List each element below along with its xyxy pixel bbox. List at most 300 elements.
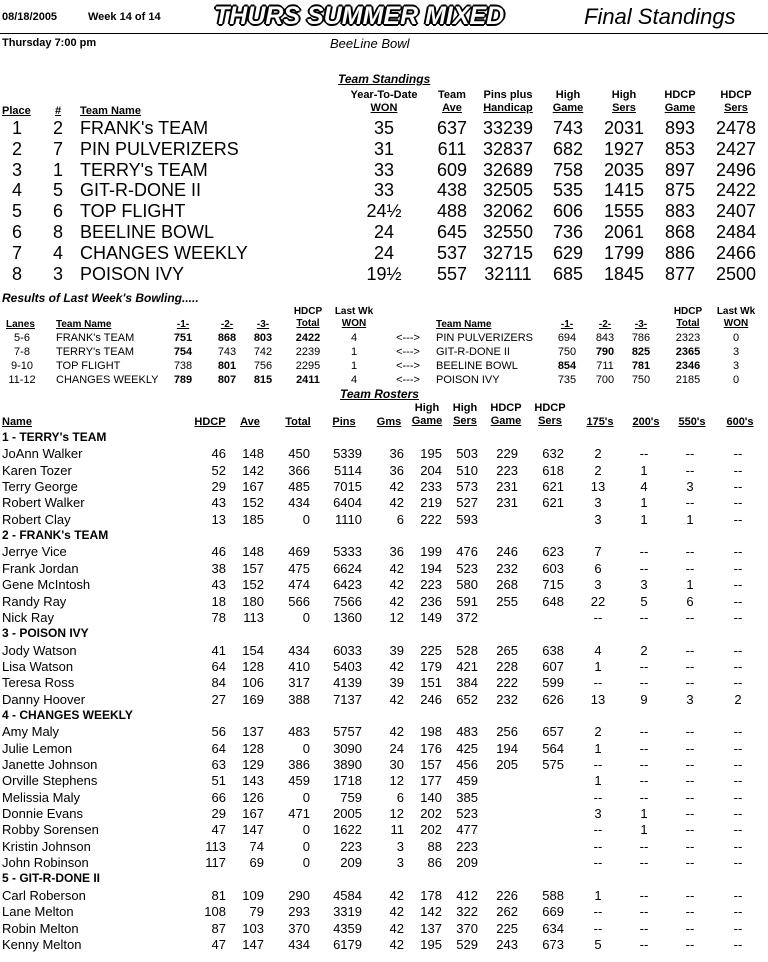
standings-header-label: Team: [438, 89, 466, 101]
standings-row: [0, 201, 768, 222]
roster-cell: 231: [496, 479, 518, 495]
roster-cell: 109: [242, 887, 264, 903]
roster-cell: 3: [396, 838, 404, 854]
rosters-header-label: Total: [285, 416, 311, 428]
standings-cell: 645: [436, 222, 468, 242]
roster-cell: 564: [542, 740, 564, 756]
roster-cell: 179: [420, 658, 442, 674]
roster-cell: Frank Jordan: [2, 560, 79, 576]
roster-cell: --: [685, 789, 695, 805]
standings-cell: 1927: [603, 138, 645, 159]
standings-header-label: HDCP: [720, 89, 752, 101]
rosters-header-3: [282, 416, 314, 429]
standings-cell: BEELINE BOWL: [80, 222, 215, 242]
rosters-header-8: [488, 402, 524, 428]
roster-cell: Lane Melton: [2, 904, 74, 920]
roster-cell: 6: [686, 593, 694, 609]
results-header-8: [554, 319, 580, 331]
standings-row: [0, 180, 768, 201]
roster-cell: --: [733, 773, 743, 789]
roster-cell: --: [593, 838, 603, 854]
roster-cell: 293: [288, 904, 310, 920]
roster-cell: 219: [420, 495, 442, 511]
roster-cell: 84: [211, 675, 226, 691]
roster-cell: Melissia Maly: [2, 789, 81, 805]
roster-cell: 6: [396, 789, 404, 805]
standings-header-1: [48, 105, 68, 118]
results-row: [0, 346, 768, 360]
roster-cell: 6: [594, 560, 602, 576]
standings-cell: 24½: [366, 201, 402, 222]
standings-cell: 2478: [715, 118, 757, 138]
roster-cell: --: [685, 658, 695, 674]
standings-cell: 4: [52, 242, 63, 263]
standings-cell: 33: [373, 159, 395, 180]
standings-header-label: HDCP: [664, 89, 696, 101]
roster-cell: --: [685, 838, 695, 854]
results-cell: 751: [173, 332, 193, 344]
roster-cell: 425: [456, 740, 478, 756]
results-cell: 786: [631, 332, 651, 344]
standings-header-label: Sers: [612, 102, 636, 114]
standings-header-label: Pins plus: [483, 89, 533, 101]
roster-cell: 5333: [333, 544, 362, 560]
roster-row: [0, 446, 768, 462]
results-cell: 790: [595, 346, 615, 358]
results-header-label: WON: [341, 318, 367, 329]
standings-cell: 2427: [715, 138, 757, 159]
standings-cell: PIN PULVERIZERS: [80, 138, 239, 159]
roster-cell: 233: [420, 479, 442, 495]
standings-cell: 24: [373, 242, 395, 263]
roster-cell: Carl Roberson: [2, 887, 86, 903]
header-rule: [0, 33, 768, 34]
roster-cell: 523: [456, 560, 478, 576]
roster-cell: 1: [640, 511, 648, 527]
roster-cell: 262: [496, 904, 518, 920]
results-cell: 803: [253, 332, 273, 344]
roster-cell: 529: [456, 936, 478, 952]
roster-cell: John Robinson: [2, 855, 89, 871]
roster-row: [0, 806, 768, 822]
rosters-header-label: Sers: [538, 415, 562, 427]
roster-row: [0, 610, 768, 626]
roster-cell: --: [733, 675, 743, 691]
results-header-11: [668, 306, 708, 330]
roster-cell: 46: [211, 544, 226, 560]
standings-cell: 1: [11, 118, 22, 138]
roster-cell: --: [733, 855, 743, 871]
roster-cell: 176: [420, 740, 442, 756]
rosters-header-13: [722, 416, 758, 429]
results-cell: 825: [631, 346, 651, 358]
roster-cell: 9: [640, 691, 648, 707]
standings-cell: 682: [552, 138, 584, 159]
roster-cell: --: [685, 446, 695, 462]
standings-header-6: [550, 89, 586, 115]
results-header-label: Total: [676, 318, 700, 329]
roster-cell: 638: [542, 642, 564, 658]
roster-row: [0, 561, 768, 577]
roster-row: [0, 937, 768, 953]
roster-cell: 202: [420, 822, 442, 838]
standings-header-label: Year-To-Date: [350, 89, 418, 101]
results-cell: 743: [217, 346, 237, 358]
roster-cell: 39: [389, 642, 404, 658]
roster-cell: 12: [389, 773, 404, 789]
rosters-header-11: [630, 416, 662, 429]
rosters-header-label: Game: [411, 415, 443, 427]
roster-cell: 1: [640, 806, 648, 822]
rosters-header-label: 600's: [726, 416, 754, 428]
roster-cell: Randy Ray: [2, 593, 67, 609]
rosters-header-label: Gms: [376, 416, 402, 428]
results-header-6: [332, 306, 376, 330]
roster-cell: Kenny Melton: [2, 936, 82, 952]
rosters-header-label: HDCP: [194, 416, 226, 428]
roster-cell: --: [639, 936, 649, 952]
standings-cell: 897: [664, 159, 696, 180]
roster-cell: 1: [594, 773, 602, 789]
roster-cell: --: [733, 789, 743, 805]
roster-cell: 13: [211, 511, 226, 527]
roster-cell: 223: [496, 462, 518, 478]
roster-cell: 29: [211, 806, 226, 822]
standings-cell: 685: [552, 263, 584, 284]
roster-cell: Karen Tozer: [2, 462, 72, 478]
standings-cell: 537: [436, 242, 468, 263]
roster-cell: --: [685, 936, 695, 952]
roster-cell: 22: [590, 593, 606, 609]
roster-cell: 265: [496, 642, 518, 658]
roster-cell: 222: [420, 511, 442, 527]
roster-cell: 0: [302, 740, 310, 756]
roster-cell: 3: [686, 479, 694, 495]
roster-cell: 64: [211, 658, 226, 674]
roster-cell: --: [685, 642, 695, 658]
roster-cell: 3: [594, 806, 602, 822]
standings-cell: 5: [11, 201, 22, 222]
roster-cell: 648: [542, 593, 564, 609]
report-title: Final Standings: [584, 4, 736, 29]
standings-cell: GIT-R-DONE II: [80, 180, 201, 201]
roster-cell: --: [733, 920, 743, 936]
roster-cell: 209: [456, 855, 478, 871]
rosters-header-1: [194, 416, 226, 429]
results-header-7: [436, 319, 546, 331]
roster-cell: 47: [211, 822, 226, 838]
roster-cell: 471: [288, 806, 310, 822]
standings-cell: 609: [436, 159, 468, 180]
rosters-header-9: [532, 402, 568, 428]
roster-cell: 42: [389, 724, 404, 740]
standings-cell: 875: [664, 180, 696, 201]
standings-header-7: [606, 89, 642, 115]
roster-cell: 43: [211, 577, 226, 593]
roster-cell: 1: [686, 511, 694, 527]
roster-cell: --: [593, 757, 603, 772]
roster-cell: 198: [420, 724, 442, 740]
roster-cell: Robert Clay: [2, 511, 71, 527]
roster-cell: 634: [542, 920, 564, 936]
roster-cell: 0: [302, 789, 310, 805]
standings-row: [0, 243, 768, 264]
roster-cell: 222: [496, 675, 518, 691]
results-cell: 2411: [296, 374, 320, 386]
results-cell: 1: [350, 346, 358, 358]
roster-cell: 42: [389, 887, 404, 903]
standings-cell: 1415: [603, 180, 645, 201]
rosters-header-7: [450, 402, 480, 428]
standings-cell: 2500: [715, 263, 757, 284]
roster-cell: 167: [242, 479, 264, 495]
standings-cell: POISON IVY: [80, 263, 185, 284]
roster-cell: 3090: [333, 740, 362, 756]
standings-cell: 2466: [715, 242, 757, 263]
standings-header-label: High: [555, 89, 581, 101]
roster-cell: 715: [542, 577, 564, 593]
roster-cell: --: [733, 822, 743, 838]
standings-cell: 629: [552, 242, 584, 263]
roster-cell: 128: [242, 658, 264, 674]
rosters-header-label: Pins: [332, 416, 356, 428]
results-cell: TOP FLIGHT: [56, 360, 121, 372]
roster-cell: 5403: [333, 658, 362, 674]
results-header-label: -1-: [560, 319, 574, 330]
roster-cell: 199: [420, 544, 442, 560]
roster-cell: 3: [640, 577, 648, 593]
roster-cell: 322: [456, 904, 478, 920]
roster-row: [0, 479, 768, 495]
roster-cell: 113: [243, 609, 264, 625]
roster-cell: 626: [542, 691, 564, 707]
roster-cell: --: [593, 920, 603, 936]
roster-row: [0, 544, 768, 560]
roster-cell: 3: [594, 495, 602, 511]
roster-cell: 0: [302, 609, 310, 625]
roster-row: [0, 512, 768, 528]
roster-cell: 0: [302, 511, 310, 527]
roster-cell: 42: [389, 691, 404, 707]
standings-row: [0, 139, 768, 160]
roster-team-title: 2 - FRANK's TEAM: [2, 528, 109, 543]
roster-row: [0, 773, 768, 789]
roster-cell: 593: [456, 511, 478, 527]
roster-row: [0, 675, 768, 691]
roster-cell: --: [639, 740, 649, 756]
standings-cell: 2484: [715, 222, 757, 242]
roster-cell: 117: [205, 855, 226, 871]
roster-cell: 148: [242, 446, 264, 462]
roster-cell: 652: [456, 691, 478, 707]
results-cell: 735: [557, 374, 577, 386]
standings-cell: 2496: [715, 159, 757, 180]
roster-cell: 459: [456, 773, 478, 789]
roster-cell: 137: [242, 724, 264, 740]
results-cell: 9-10: [10, 360, 34, 372]
roster-cell: 126: [242, 789, 264, 805]
standings-cell: 32550: [482, 222, 534, 242]
standings-cell: 611: [437, 138, 467, 159]
roster-cell: 64: [211, 740, 226, 756]
roster-cell: 621: [542, 495, 564, 511]
standings-cell: 2035: [603, 159, 645, 180]
results-cell: 854: [557, 360, 577, 372]
roster-cell: --: [685, 724, 695, 740]
roster-cell: Jerrye Vice: [2, 544, 67, 560]
roster-cell: Nick Ray: [2, 609, 55, 625]
standings-cell: 6: [52, 201, 63, 222]
roster-cell: --: [733, 740, 743, 756]
standings-header-2: [80, 105, 280, 118]
results-row: [0, 360, 768, 374]
roster-cell: 0: [302, 822, 310, 838]
roster-cell: 6: [396, 511, 404, 527]
roster-cell: 42: [389, 577, 404, 593]
rosters-header-label: High: [414, 402, 440, 414]
roster-cell: --: [639, 773, 649, 789]
standings-cell: 32505: [482, 180, 534, 201]
roster-cell: 5339: [333, 446, 362, 462]
roster-cell: --: [685, 904, 695, 920]
roster-cell: 42: [389, 904, 404, 920]
standings-header-5: [478, 89, 538, 115]
standings-header-label: Ave: [442, 102, 462, 114]
roster-cell: 36: [389, 446, 404, 462]
results-cell: 2323: [675, 332, 701, 344]
roster-cell: 42: [389, 495, 404, 511]
standings-cell: 1: [52, 159, 63, 180]
results-cell: 750: [631, 374, 651, 386]
results-header-label: WON: [723, 318, 749, 329]
results-header-label: Last Wk: [334, 306, 374, 317]
roster-cell: 142: [420, 904, 442, 920]
rosters-header-12: [676, 416, 708, 429]
roster-cell: 6033: [333, 642, 362, 658]
roster-cell: --: [685, 855, 695, 871]
standings-cell: TOP FLIGHT: [80, 201, 186, 222]
roster-cell: 669: [542, 904, 564, 920]
results-cell: BEELINE BOWL: [436, 360, 518, 372]
league-title: THURS SUMMER MIXED: [214, 2, 505, 30]
results-cell: 2185: [675, 374, 701, 386]
roster-cell: 2: [734, 691, 742, 707]
roster-cell: 7015: [333, 479, 362, 495]
roster-cell: 523: [456, 806, 478, 822]
roster-row: [0, 904, 768, 920]
standings-cell: 8: [11, 263, 22, 284]
results-cell: 756: [253, 360, 273, 372]
results-header-label: HDCP: [293, 306, 323, 317]
rosters-header-label: Name: [2, 416, 32, 428]
roster-cell: 6624: [333, 560, 362, 576]
roster-cell: 573: [456, 479, 478, 495]
roster-cell: 372: [456, 609, 478, 625]
roster-cell: 79: [249, 904, 264, 920]
rosters-header-label: HDCP: [534, 402, 566, 414]
roster-cell: --: [733, 479, 743, 495]
roster-cell: Janette Johnson: [2, 757, 98, 772]
roster-row: [0, 577, 768, 593]
roster-cell: 5: [594, 936, 602, 952]
roster-cell: 147: [242, 822, 264, 838]
roster-cell: 450: [288, 446, 310, 462]
standings-cell: 2: [11, 138, 22, 159]
roster-cell: 231: [496, 495, 518, 511]
standings-cell: 1555: [603, 201, 645, 222]
roster-cell: --: [639, 838, 649, 854]
standings-cell: 877: [664, 263, 696, 284]
results-cell: 0: [732, 374, 740, 386]
roster-cell: 194: [420, 560, 442, 576]
roster-row: [0, 692, 768, 708]
roster-cell: 36: [389, 462, 404, 478]
roster-cell: 386: [288, 757, 310, 772]
roster-cell: 3: [594, 577, 602, 593]
roster-cell: 1622: [333, 822, 362, 838]
roster-cell: 3: [396, 855, 404, 871]
standings-cell: 2061: [603, 222, 645, 242]
roster-cell: 366: [288, 462, 310, 478]
roster-cell: 46: [211, 446, 226, 462]
roster-cell: 137: [420, 920, 442, 936]
roster-team-title: 5 - GIT-R-DONE II: [2, 871, 101, 886]
results-header-3: [214, 319, 240, 331]
results-header-9: [592, 319, 618, 331]
results-header-1: [56, 319, 166, 331]
standings-header-label: Place: [2, 105, 31, 117]
roster-cell: 185: [242, 511, 264, 527]
roster-cell: 412: [456, 887, 478, 903]
results-header-label: Team Name: [56, 319, 112, 330]
roster-row: [0, 463, 768, 479]
roster-cell: 2: [594, 446, 602, 462]
roster-cell: Julie Lemon: [2, 740, 73, 756]
roster-cell: 7566: [333, 593, 362, 609]
roster-cell: --: [733, 593, 743, 609]
standings-cell: 7: [52, 138, 63, 159]
roster-cell: 5114: [334, 462, 362, 478]
roster-cell: --: [685, 887, 695, 903]
roster-cell: 290: [288, 887, 310, 903]
roster-cell: 157: [420, 757, 442, 772]
results-cell: 1: [350, 360, 358, 372]
roster-cell: 11: [390, 822, 404, 838]
roster-cell: 3890: [333, 757, 362, 772]
roster-row: [0, 659, 768, 675]
roster-cell: --: [733, 446, 743, 462]
roster-cell: 459: [288, 773, 310, 789]
roster-cell: 232: [496, 560, 518, 576]
standings-cell: FRANK's TEAM: [80, 118, 209, 138]
roster-cell: 6423: [333, 577, 362, 593]
standings-cell: 2: [52, 118, 63, 138]
roster-cell: 129: [242, 757, 264, 772]
roster-cell: --: [639, 446, 649, 462]
standings-cell: 6: [11, 222, 22, 242]
results-cell: POISON IVY: [436, 374, 500, 386]
standings-header-4: [432, 89, 472, 115]
results-cell: 5-6: [14, 332, 30, 344]
roster-cell: 225: [420, 642, 442, 658]
roster-cell: 140: [420, 789, 442, 805]
roster-cell: Robin Melton: [2, 920, 79, 936]
roster-cell: Teresa Ross: [2, 675, 75, 691]
roster-cell: Gene McIntosh: [2, 577, 91, 593]
rosters-header-10: [584, 416, 616, 429]
week-label: Week 14 of 14: [88, 11, 161, 23]
roster-cell: 370: [288, 920, 310, 936]
